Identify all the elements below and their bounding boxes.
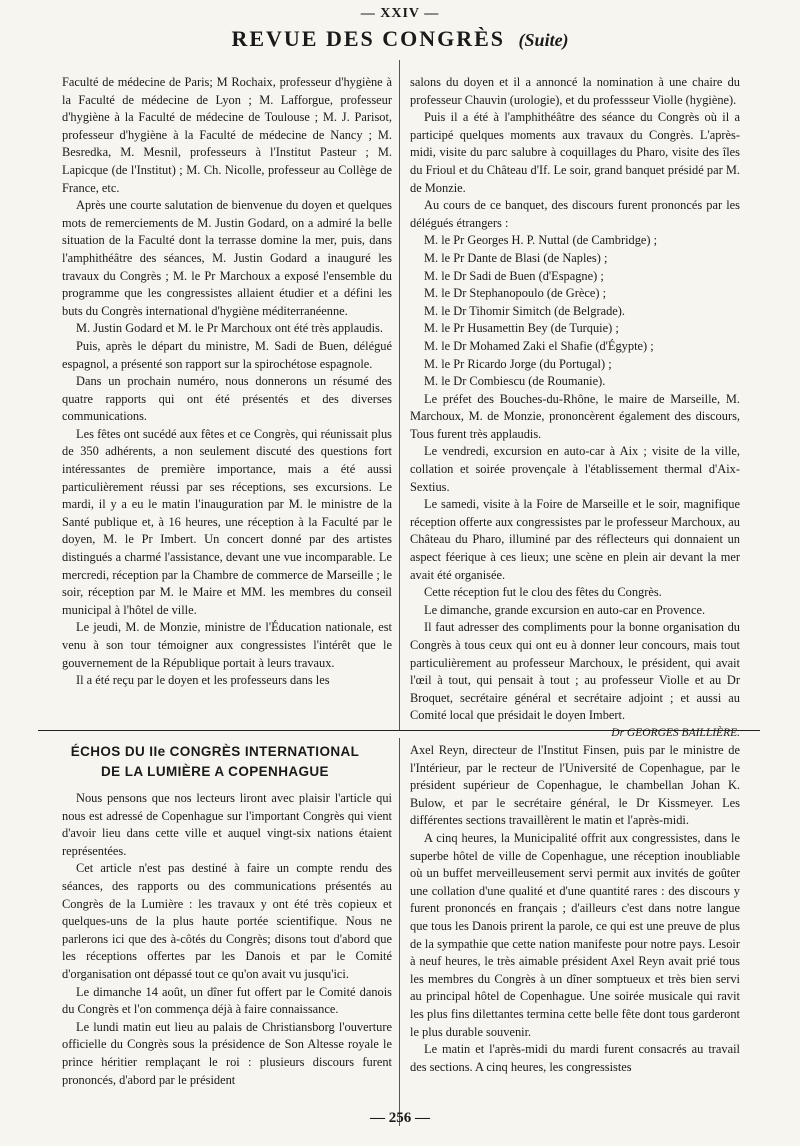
journal-subtitle: (Suite) (518, 30, 569, 50)
delegate-item: M. le Pr Dante de Blasi (de Naples) ; (424, 250, 608, 265)
delegate-item: M. le Dr Tihomir Simitch (de Belgrade). (424, 303, 625, 318)
delegate-item: M. le Pr Ricardo Jorge (du Portugal) ; (424, 356, 612, 371)
paragraph: Le lundi matin eut lieu au palais de Christiansborg l'ouverture officielle du Congrès sous la présidence de Son Altesse royale le prince héritier remplaçant le roi : plusieurs discours furent prononcés, d'abord par le président (62, 1019, 392, 1087)
column-bottom-right (410, 742, 740, 1076)
paragraph: Il a été reçu par le doyen et les professeurs dans les (76, 673, 330, 688)
column-rule-top (399, 60, 400, 730)
paragraph: Dans un prochain numéro, nous donnerons un résumé des quatre rapports qui ont été présentés et des diverses communications. (62, 374, 392, 424)
paragraph: Le samedi, visite à la Foire de Marseille et le soir, magnifique réception offerte aux congressistes par le professeur Marchoux, au Château du Pharo, illuminé par des réflecteurs qui donnaient un aspect féerique à ces lieux; une scène en plein air devant la mer avait été organisée. (410, 497, 740, 582)
paragraph: Après une courte salutation de bienvenue du doyen et quelques mots de remerciements de M. Justin Godard, on a admiré la belle situation de la Faculté dont la terrasse domine la mer, puis, dans l'amphithéâtre des séances, M. Justin Godard a inauguré les travaux du Congrès ; M. le Pr Marchoux a exposé l'ensemble du programme que les congressistes allaient étudier et a défini les buts du Congrès international d'hygiène méditerranéenne. (62, 198, 392, 318)
paragraph: Il faut adresser des compliments pour la bonne organisation du Congrès à tous ceux qui ont eu à donner leur concours, mais tout particulièrement au professeur Marchoux, le président, qui avait l'œil à tout, qui pensait à tout ; au professeur Violle et au Dr Broquet, secrétaire général et secrétaire adjoint ; et aussi au Comité local que présidait le doyen Imbert. (410, 620, 740, 723)
delegate-item: M. le Dr Sadi de Buen (d'Espagne) ; (424, 268, 604, 283)
delegate-item: M. le Dr Mohamed Zaki el Shafie (d'Égypte) ; (424, 338, 654, 353)
paragraph: M. Justin Godard et M. le Pr Marchoux ont été très applaudis. (76, 321, 383, 336)
paragraph: Axel Reyn, directeur de l'Institut Finsen, puis par le ministre de l'Intérieur, par le recteur de l'Université de Copenhague, par le président supérieur de Copenhague, le chambellan Johan K. Bulow, et par le secrétaire général, le Dr Kissmeyer. Les différentes sections travaillèrent le matin et l'après-midi. (410, 743, 740, 828)
paragraph: Faculté de médecine de Paris; M Rochaix, professeur d'hygiène à la Faculté de médecine de Lyon ; M. Lafforgue, professeur d'hygiène à la Faculté de médecine de Toulouse ; M. J. Parisot, professeur d'hygiène à la Faculté de médecine de Nancy ; M. Besredka, M. Mesnil, professeurs à l'Institut Pasteur ; M. Lapicque (de l'Institut) ; M. Ch. Nicolle, professeur au Collège de France, etc. (62, 75, 392, 195)
delegate-item: M. le Dr Combiescu (de Roumanie). (424, 374, 606, 389)
section-title-line: ÉCHOS DU IIe CONGRÈS INTERNATIONAL (70, 744, 360, 759)
column-top-right (410, 74, 740, 743)
delegate-item: M. le Pr Husamettin Bey (de Turquie) ; (424, 321, 619, 336)
paragraph: Cette réception fut le clou des fêtes du Congrès. (424, 585, 662, 600)
paragraph: Au cours de ce banquet, des discours furent prononcés par les délégués étrangers : (410, 198, 740, 230)
section-divider (38, 730, 760, 731)
column-top-left (62, 74, 392, 690)
paragraph: Le préfet des Bouches-du-Rhône, le maire de Marseille, M. Marchoux, M. de Monzie, prononcèrent également des discours, Tous furent très applaudis. (410, 391, 740, 441)
journal-title: REVUE DES CONGRÈS (231, 26, 506, 51)
section-title-line: DE LA LUMIÈRE A COPENHAGUE (101, 764, 329, 779)
page-top-number: — XXIV — (360, 6, 440, 21)
paragraph: Le matin et l'après-midi du mardi furent consacrés au travail des sections. A cinq heures, les congressistes (410, 1042, 740, 1074)
paragraph: Le jeudi, M. de Monzie, ministre de l'Éducation nationale, est venu à son tour témoigner aux congressistes l'intérêt que le gouvernement de la République portait à leurs travaux. (62, 620, 392, 670)
journal-header (0, 26, 800, 52)
column-rule-bottom (399, 738, 400, 1126)
paragraph: salons du doyen et il a annoncé la nomination à une chaire du professeur Chauvin (urologie), et du professseur Violle (hygiène). (410, 75, 740, 107)
paragraph: Cet article n'est pas destiné à faire un compte rendu des séances, des rapports ou des communications présentés au Congrès de la Lumière : les travaux y ont été très copieux et quelques-uns de la plus haute portée scientifique. Nous ne parlerons ici que des à-côtés du Congrès; disons tout d'abord que les réceptions offertes par les Danois et par le Comité d'organisation ont dépassé tout ce qu'on avait vu jusqu'ici. (62, 861, 392, 981)
paragraph: Puis, après le départ du ministre, M. Sadi de Buen, délégué espagnol, a présenté son rapport sur la spirochétose espagnole. (62, 338, 392, 371)
paragraph: A cinq heures, la Municipalité offrit aux congressistes, dans le superbe hôtel de ville de Copenhague, une réception inoubliable où un buffet merveilleusement servi permit aux invités de goûter une collation d'une qualité et d'une quantité rares : des discours y furent prononcés en français ; d'ailleurs c'est dans notre langue que tous les Danois prirent la parole, ce qui est une preuve de plus de la sympathie que cette nation manifeste pour notre pays. Lesoir à neuf heures, le très aimable président Axel Reyn avait prié tous les membres du Congrès à un dîner somptueux et très bien servi au principal hôtel de Copenhague. Une soirée musicale qui ravit les plus fins dilettantes termina cette belle fête dont tous garderont le plus durable souvenir. (410, 830, 740, 1039)
paragraph: Le vendredi, excursion en auto-car à Aix ; visite de la ville, collation et soirée provençale à l'établissement thermal d'Aix-Sextius. (410, 444, 740, 494)
delegate-item: M. le Dr Stephanopoulo (de Grèce) ; (424, 286, 607, 301)
paragraph: Nous pensons que nos lecteurs liront avec plaisir l'article qui nous est adressé de Copenhague sur l'important Congrès qui vient d'avoir lieu dans cette ville et auquel vingt-six nations étaient représentées. (62, 791, 392, 858)
paragraph: Les fêtes ont sucédé aux fêtes et ce Congrès, qui réunissait plus de 350 adhérents, a non seulement discuté des questions fort intéressantes de première importance, mais a été aussi particulièrement réussi par ses réceptions, ses excursions. Le mardi, il y a eu le matin l'inauguration par M. le ministre de la Santé publique et, à 16 heures, une réception à la Faculté par le doyen, M. le Pr Imbert. Un concert donné par des artistes distingués a charmé l'assistance, devant une vue incomparable. Le mercredi, réception par la Chambre de commerce de Marseille ; le soir, réception par M. le Maire et MM. les membres du conseil municipal à l'hôtel de ville. (62, 426, 392, 617)
column-bottom-left (62, 790, 392, 1089)
section-title (40, 742, 390, 782)
page-number: — 256 — (370, 1110, 430, 1126)
delegate-item: M. le Pr Georges H. P. Nuttal (de Cambridge) ; (424, 233, 658, 248)
author-signature: Dr GEORGES BAILLIÈRE. (611, 726, 740, 739)
paragraph: Puis il a été à l'amphithéâtre des séance du Congrès où il a participé quelques moments aux travaux du Congrès. L'après-midi, visite du parc salubre à coquillages du Pharo, visite des îles du Frioul et du Château d'If. Le soir, grand banquet présidé par M. de Monzie. (410, 110, 740, 195)
paragraph: Le dimanche, grande excursion en auto-car en Provence. (424, 602, 706, 617)
paragraph: Le dimanche 14 août, un dîner fut offert par le Comité danois du Congrès et l'on commença déjà à faire connaissance. (62, 984, 392, 1017)
